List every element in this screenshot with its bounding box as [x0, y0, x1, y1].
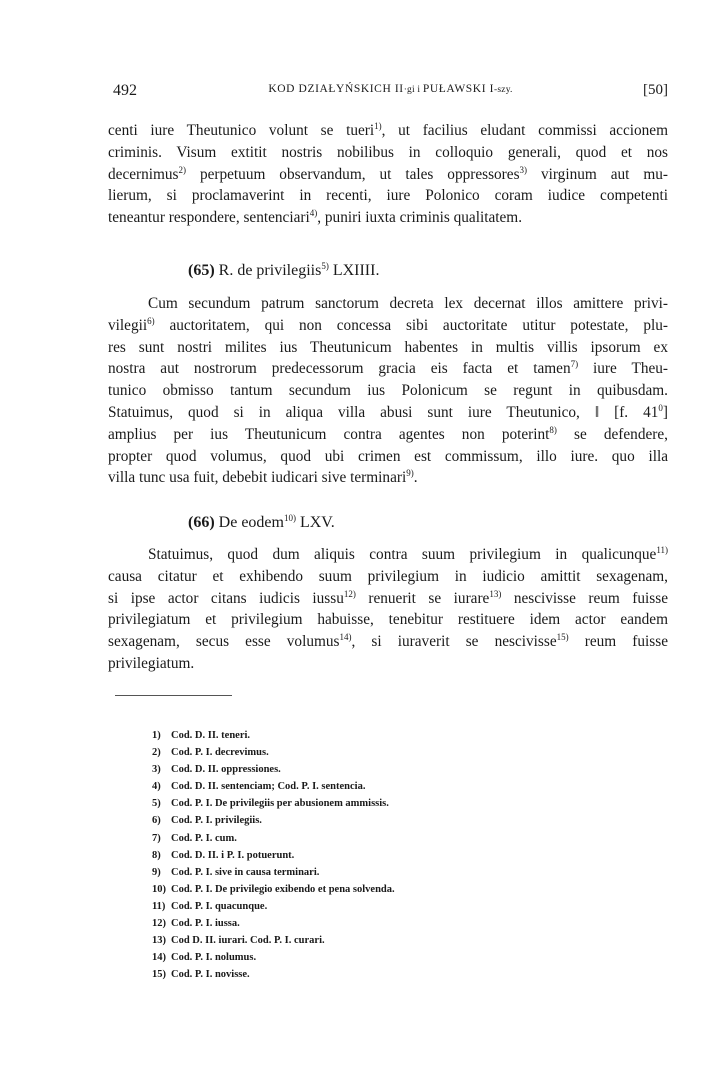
footnote-mark: 1) — [152, 730, 161, 741]
section-heading-65: (65) R. de privilegiis$^{5)}$ LXIIII. — [188, 261, 380, 279]
text-line: decernimus$^{2)}$ perpetuum observandum, ut tales oppressores$^{3)}$ virginum aut mu- — [108, 164, 668, 183]
text-line: res sunt nostri milites ius Theutunicum habentes in multis villis ipsorum ex — [108, 338, 668, 356]
footnote — [152, 847, 395, 864]
text-line: Cum secundum patrum sanctorum decreta lex decernat illos amittere privi- — [148, 295, 668, 312]
text-line: Statuimus, quod si in aliqua villa abusi sunt iure Theutunico, ‖ [f. $41^0$] — [108, 402, 668, 421]
footnote — [152, 830, 395, 847]
text-line: teneantur respondere, sentenciari$^{4)}$, puniri iuxta criminis qualitatem. — [108, 208, 523, 227]
section-65-paragraph — [108, 293, 668, 489]
footnote-ref: 7) — [570, 359, 579, 370]
footnote-mark: 9) — [152, 866, 161, 878]
footnote — [152, 915, 395, 932]
footnote — [152, 795, 395, 812]
text-line: villa tunc usa fuit, debebit iudicari sive terminari$^{9)}$. — [108, 468, 418, 487]
footnote-ref: 9) — [406, 468, 414, 479]
footnote-ref: 10) — [283, 513, 296, 523]
text-line: privilegiatum et privilegium habuisse, tenebitur restituere idem actor eandem — [108, 611, 668, 629]
footnote-text: Cod. P. I. novisse. — [171, 969, 250, 981]
footnote-ref: 2) — [178, 164, 187, 175]
text-line: privilegiatum. — [108, 654, 195, 672]
footnote-mark: 7) — [152, 832, 161, 844]
footnote — [152, 898, 395, 915]
footnote-mark: 11) — [152, 900, 166, 912]
footnote-ref: 13) — [489, 588, 502, 599]
text-line: si ipse actor citans iudicis iussu$^{12)}$ renuerit se iurare$^{13)}$ nescivisse reum fuisse — [108, 588, 668, 607]
text-line: propter quod volumus, quod ubi crimen est commissum, illo iure. quo illa — [108, 447, 668, 465]
footnote — [152, 932, 395, 949]
text-line: nostra aut nostrorum predecessorum gracia eis facta et tamen$^{7)}$ iure Theu- — [108, 359, 668, 378]
text-line: vilegii$^{6)}$ auctoritatem, qui non concessa sibi auctoritate utitur potestate, plu- — [108, 315, 668, 334]
running-title: KOD DZIAŁYŃSKICH II·gi i PUŁAWSKI I-szy. — [268, 83, 513, 95]
footnote — [152, 966, 395, 983]
footnote-text: Cod. P. I. De privilegiis per abusionem ammissis. — [171, 798, 389, 810]
footnote — [152, 761, 395, 778]
footnote-ref: 3) — [519, 164, 528, 175]
footnote-mark: 15) — [152, 969, 166, 981]
footnote-ref: 15) — [556, 632, 569, 643]
footnote-text: Cod. D. II. i P. I. potuerunt. — [171, 849, 295, 861]
section-heading-66: (66) De eodem$^{10)}$ LXV. — [188, 513, 335, 531]
footnote-text: Cod. P. I. nolumus. — [171, 952, 257, 964]
footnote-mark: 13) — [152, 935, 166, 947]
footnote-text: Cod. P. I. sive in causa terminari. — [171, 866, 320, 878]
footnote — [152, 727, 395, 744]
text-line: tunico obmisso tantum secundum ius Polonicum se regunt in quibusdam. — [108, 382, 668, 400]
section-66-paragraph — [108, 544, 668, 675]
footnote-text: Cod. P. I. privilegiis. — [171, 815, 262, 827]
footnote-separator — [115, 695, 232, 696]
footnote-mark: 14) — [152, 952, 166, 964]
footnote-mark: 12) — [152, 918, 166, 930]
footnote-ref: 11) — [656, 545, 668, 555]
footnote — [152, 744, 395, 761]
text-line: lierum, si proclamaverint in recenti, iure Polonico coram iudice competenti — [108, 187, 668, 205]
footnote-ref: 1) — [374, 121, 382, 131]
footnote — [152, 949, 395, 966]
text-line: Statuimus, quod dum aliquis contra suum privilegium in qualicunque$^{11)}$ — [148, 545, 668, 563]
footnote-text: Cod D. II. iurari. Cod. P. I. curari. — [171, 935, 325, 947]
footnote-ref: 4) — [309, 208, 318, 219]
footnote — [152, 812, 395, 829]
footnote-ref: 14) — [339, 632, 352, 643]
page-reference: [50] — [643, 82, 668, 98]
text-line: criminis. Visum extitit nostris nobilibus in colloquio generali, quod et nos — [108, 143, 668, 161]
footnote-text: Cod. P. I. De privilegio exibendo et pena solvenda. — [171, 883, 395, 895]
footnote-text: Cod. P. I. iussa. — [171, 918, 240, 930]
footnote-mark: 4) — [152, 781, 161, 793]
footnotes — [152, 727, 395, 983]
footnote-mark: 6) — [152, 815, 161, 827]
page-header — [113, 82, 668, 102]
footnote-text: Cod. P. I. quacunque. — [171, 900, 268, 912]
footnote-mark: 2) — [152, 747, 161, 759]
footnote-mark: 8) — [152, 849, 161, 861]
footnote-text: Cod. P. I. decrevimus. — [171, 747, 269, 759]
text-line: sexagenam, secus esse volumus$^{14)}$, si iuraverit se nescivisse$^{15)}$ reum fuisse — [108, 632, 668, 651]
footnote — [152, 778, 395, 795]
footnote-ref: 6) — [147, 315, 155, 326]
footnote-mark: 5) — [152, 798, 161, 810]
footnote-text: Cod. P. I. cum. — [171, 832, 237, 844]
footnote-text: Cod. D. II. sentenciam; Cod. P. I. sentencia. — [171, 781, 366, 793]
intro-paragraph — [108, 120, 668, 229]
footnote — [152, 881, 395, 898]
footnote-ref: 12) — [343, 588, 356, 599]
footnote-ref: 8) — [549, 424, 557, 435]
footnote-mark: 3) — [152, 764, 161, 776]
text-line: centi iure Theutunico volunt se tueri$^{1)}$, ut facilius eludant commissi accionem — [108, 121, 668, 139]
folio-superscript: 0 — [658, 402, 663, 413]
text-line: causa citatur et exhibendo suum privilegium in iudicio amittit sexagenam, — [108, 567, 668, 585]
footnote — [152, 864, 395, 881]
page-number: 492 — [113, 82, 137, 99]
footnote-text: Cod. D. II. oppressiones. — [171, 764, 281, 776]
footnote-ref: 5) — [321, 261, 329, 271]
text-line: amplius per ius Theutunicum contra agentes non poterint$^{8)}$ se defendere, — [108, 424, 668, 443]
footnote-mark: 10) — [152, 883, 166, 895]
footnote-text: Cod. D. II. teneri. — [171, 730, 251, 741]
